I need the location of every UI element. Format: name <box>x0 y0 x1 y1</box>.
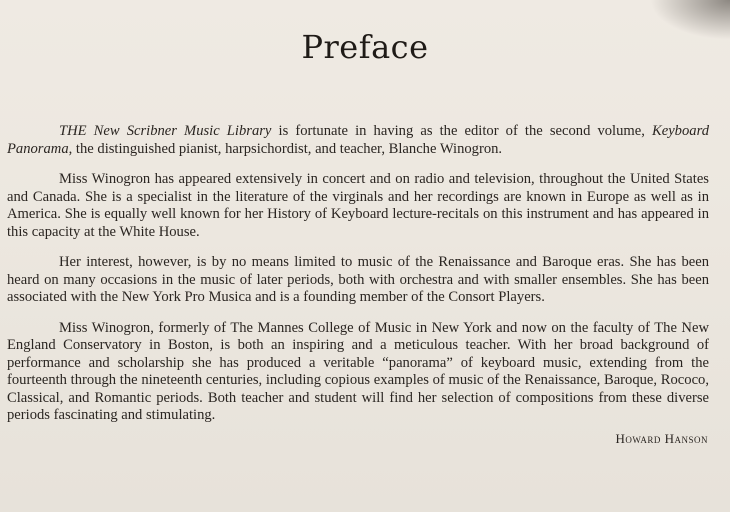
paragraph-3: Her interest, however, is by no means limited to music of the Renaissance and Baroque eras. She has been heard on many occasions in the music of later periods, both with orchestra and with smaller ensembles. She has been associated with the New York Pro Musica and is a founding member of the Consort Players. <box>7 254 709 305</box>
preface-body <box>7 123 709 438</box>
paragraph-2: Miss Winogron has appeared extensively in concert and on radio and television, throughout the United States and Canada. She is a specialist in the literature of the virginals and her recordings are known in Europe as well as in America. She is equally well known for her History of Keyboard lecture-recitals on this instrument and has appeared in this capacity at the White House. <box>7 171 709 240</box>
author-signature: Howard Hanson <box>615 431 708 446</box>
paragraph-1-text-b: , the distinguished pianist, harpsichordist, and teacher, Blanche Winogron. <box>68 140 503 157</box>
volume-title: Keyboard Panorama <box>7 123 709 157</box>
paragraph-4: Miss Winogron, formerly of The Mannes College of Music in New York and now on the faculty of The New England Conservatory in Boston, is both an inspiring and a meticulous teacher. With her broad background of performance and scholarship she has produced a veritable “panorama” of keyboard music, extending from the fourteenth through the nineteenth centuries, including copious examples of music of the Renaissance, Baroque, Rococo, Classical, and Romantic periods. Both teacher and student will find her selection of compositions from these diverse periods fascinating and stimulating. <box>7 319 709 423</box>
paragraph-1-text-a: is fortunate in having as the editor of the second volume, <box>271 123 652 139</box>
series-name: THE New Scribner Music Library <box>59 123 272 139</box>
paragraph-1 <box>7 123 709 158</box>
page-title: Preface <box>301 28 429 66</box>
